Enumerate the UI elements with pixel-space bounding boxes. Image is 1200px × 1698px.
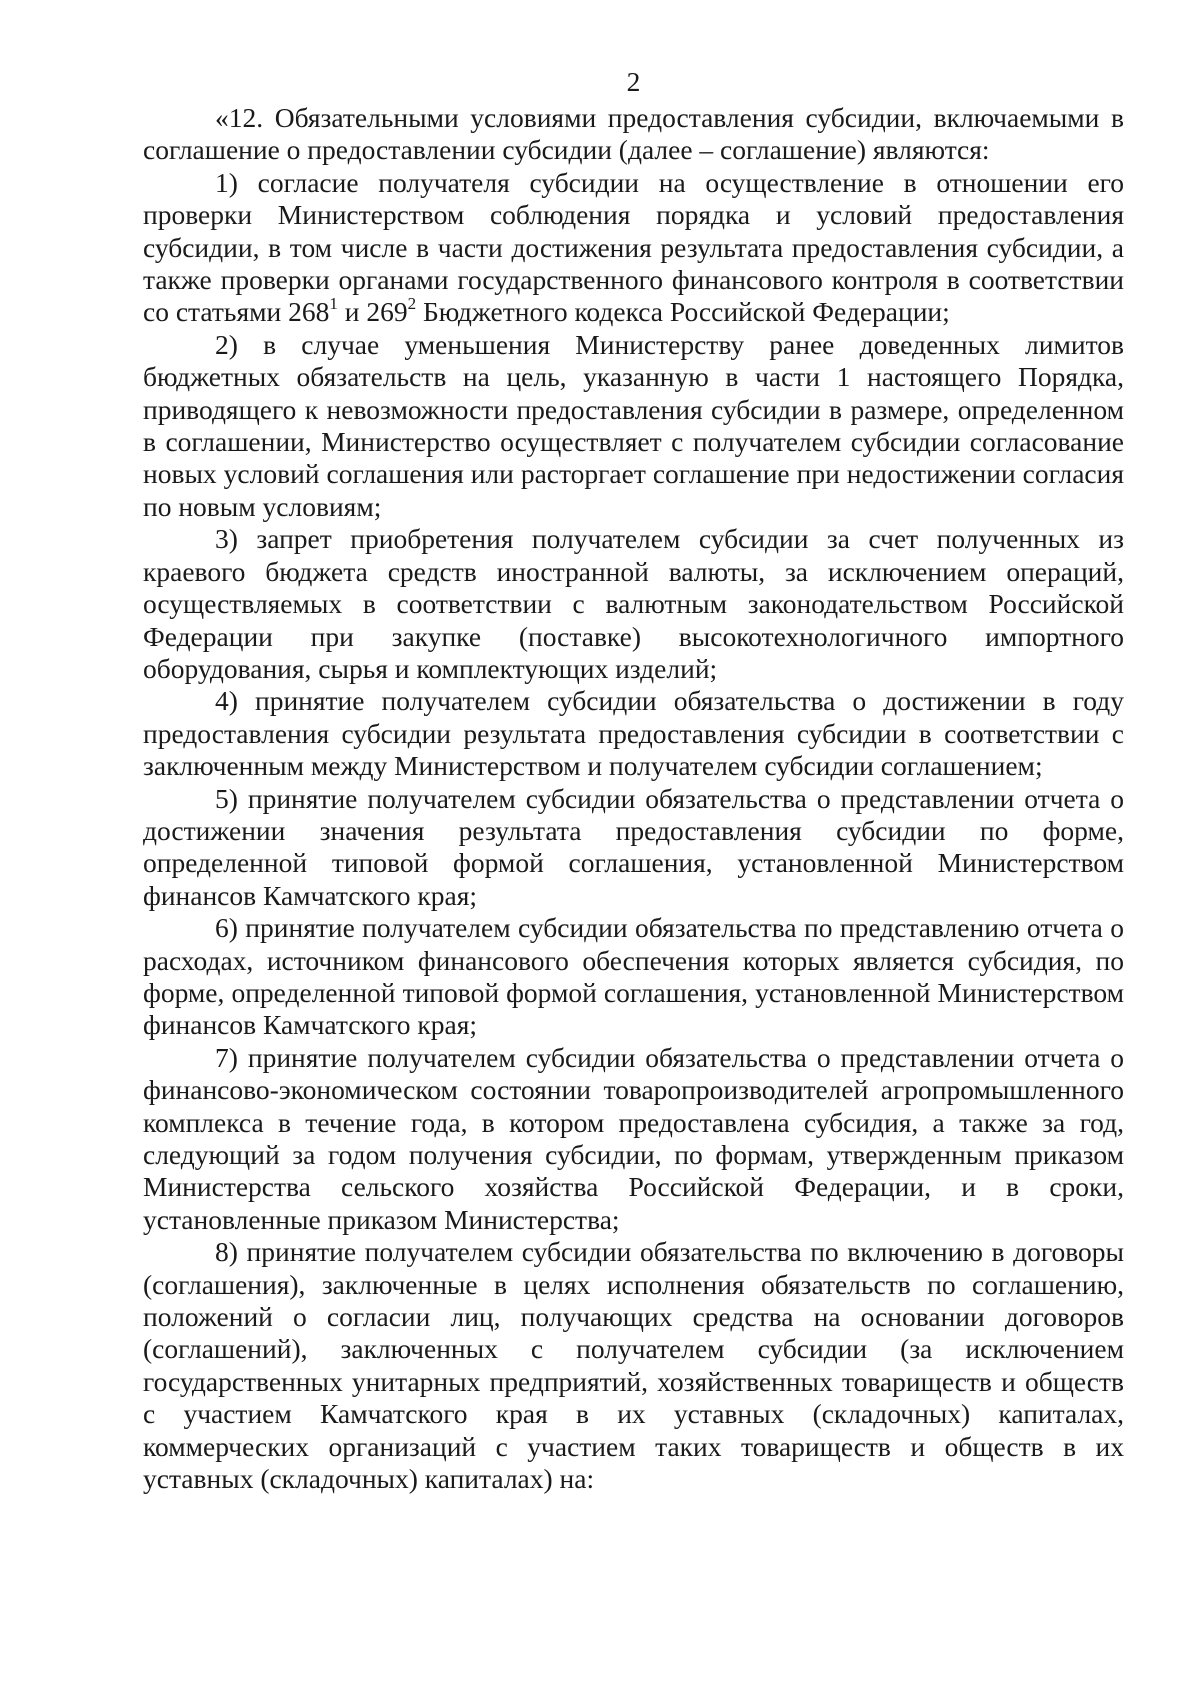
footnote-superscript-1: 1: [329, 294, 338, 314]
paragraph-item-7: 7) принятие получателем субсидии обязательства о представлении отчета о финансово-экономическом состоянии товаропроизводителей агропромышленного комплекса в течение года, в котором предоставлена субсидия, а также за год, следующий за годом получения субсидии, по формам, утвержденным приказом Министерства сельского хозяйства Российской Федерации, и в сроки, установленные приказом Министерства;: [143, 1041, 1124, 1235]
document-page: [143, 66, 1124, 1495]
item-1-text-b: и 269: [337, 296, 408, 328]
paragraph-item-2: 2) в случае уменьшения Министерству ранее доведенных лимитов бюджетных обязательств на цель, указанную в части 1 настоящего Порядка, приводящего к невозможности предоставления субсидии в размере, определенном в соглашении, Министерство осуществляет с получателем субсидии согласование новых условий соглашения или расторгает соглашение при недостижении согласия по новым условиям;: [143, 328, 1124, 522]
paragraph-item-5: 5) принятие получателем субсидии обязательства о представлении отчета о достижении значения результата предоставления субсидии по форме, определенной типовой формой соглашения, установленной Министерством финансов Камчатского края;: [143, 782, 1124, 911]
footnote-superscript-2: 2: [407, 294, 417, 314]
paragraph-item-3: 3) запрет приобретения получателем субсидии за счет полученных из краевого бюджета средств иностранной валюты, за исключением операций, осуществляемых в соответствии с валютным законодательством Российской Федерации при закупке (поставке) высокотехнологичного импортного оборудования, сырья и комплектующих изделий;: [143, 523, 1124, 684]
paragraph-intro: «12. Обязательными условиями предоставления субсидии, включаемыми в соглашение о предоставлении субсидии (далее – соглашение) являются:: [143, 102, 1124, 166]
paragraph-item-4: 4) принятие получателем субсидии обязательства о достижении в году предоставления субсидии результата предоставления субсидии в соответствии с заключенным между Министерством и получателем субсидии соглашением;: [143, 685, 1124, 782]
page-number: 2: [626, 66, 641, 97]
item-1-text-a: 1) согласие получателя субсидии на осуществление в отношении его проверки Министерством соблюдения порядка и условий предоставления субсидии, в том числе в части достижения результата предоставления субсидии, а также проверки органами государственного финансового контроля в соответствии со статьями 268: [143, 166, 1124, 328]
paragraph-item-1: [143, 167, 1124, 329]
paragraph-item-6: 6) принятие получателем субсидии обязательства по представлению отчета о расходах, источником финансового обеспечения которых является субсидия, по форме, определенной типовой формой соглашения, установленной Министерством финансов Камчатского края;: [143, 912, 1124, 1041]
item-1-text-c: Бюджетного кодекса Российской Федерации;: [416, 296, 950, 328]
paragraph-item-8: 8) принятие получателем субсидии обязательства по включению в договоры (соглашения), заключенные в целях исполнения обязательств по соглашению, положений о согласии лиц, получающих средства на основании договоров (соглашений), заключенных с получателем субсидии (за исключением государственных унитарных предприятий, хозяйственных товариществ и обществ с участием Камчатского края в их уставных (складочных) капиталах, коммерческих организаций с участием таких товариществ и обществ в их уставных (складочных) капиталах) на:: [143, 1236, 1124, 1495]
